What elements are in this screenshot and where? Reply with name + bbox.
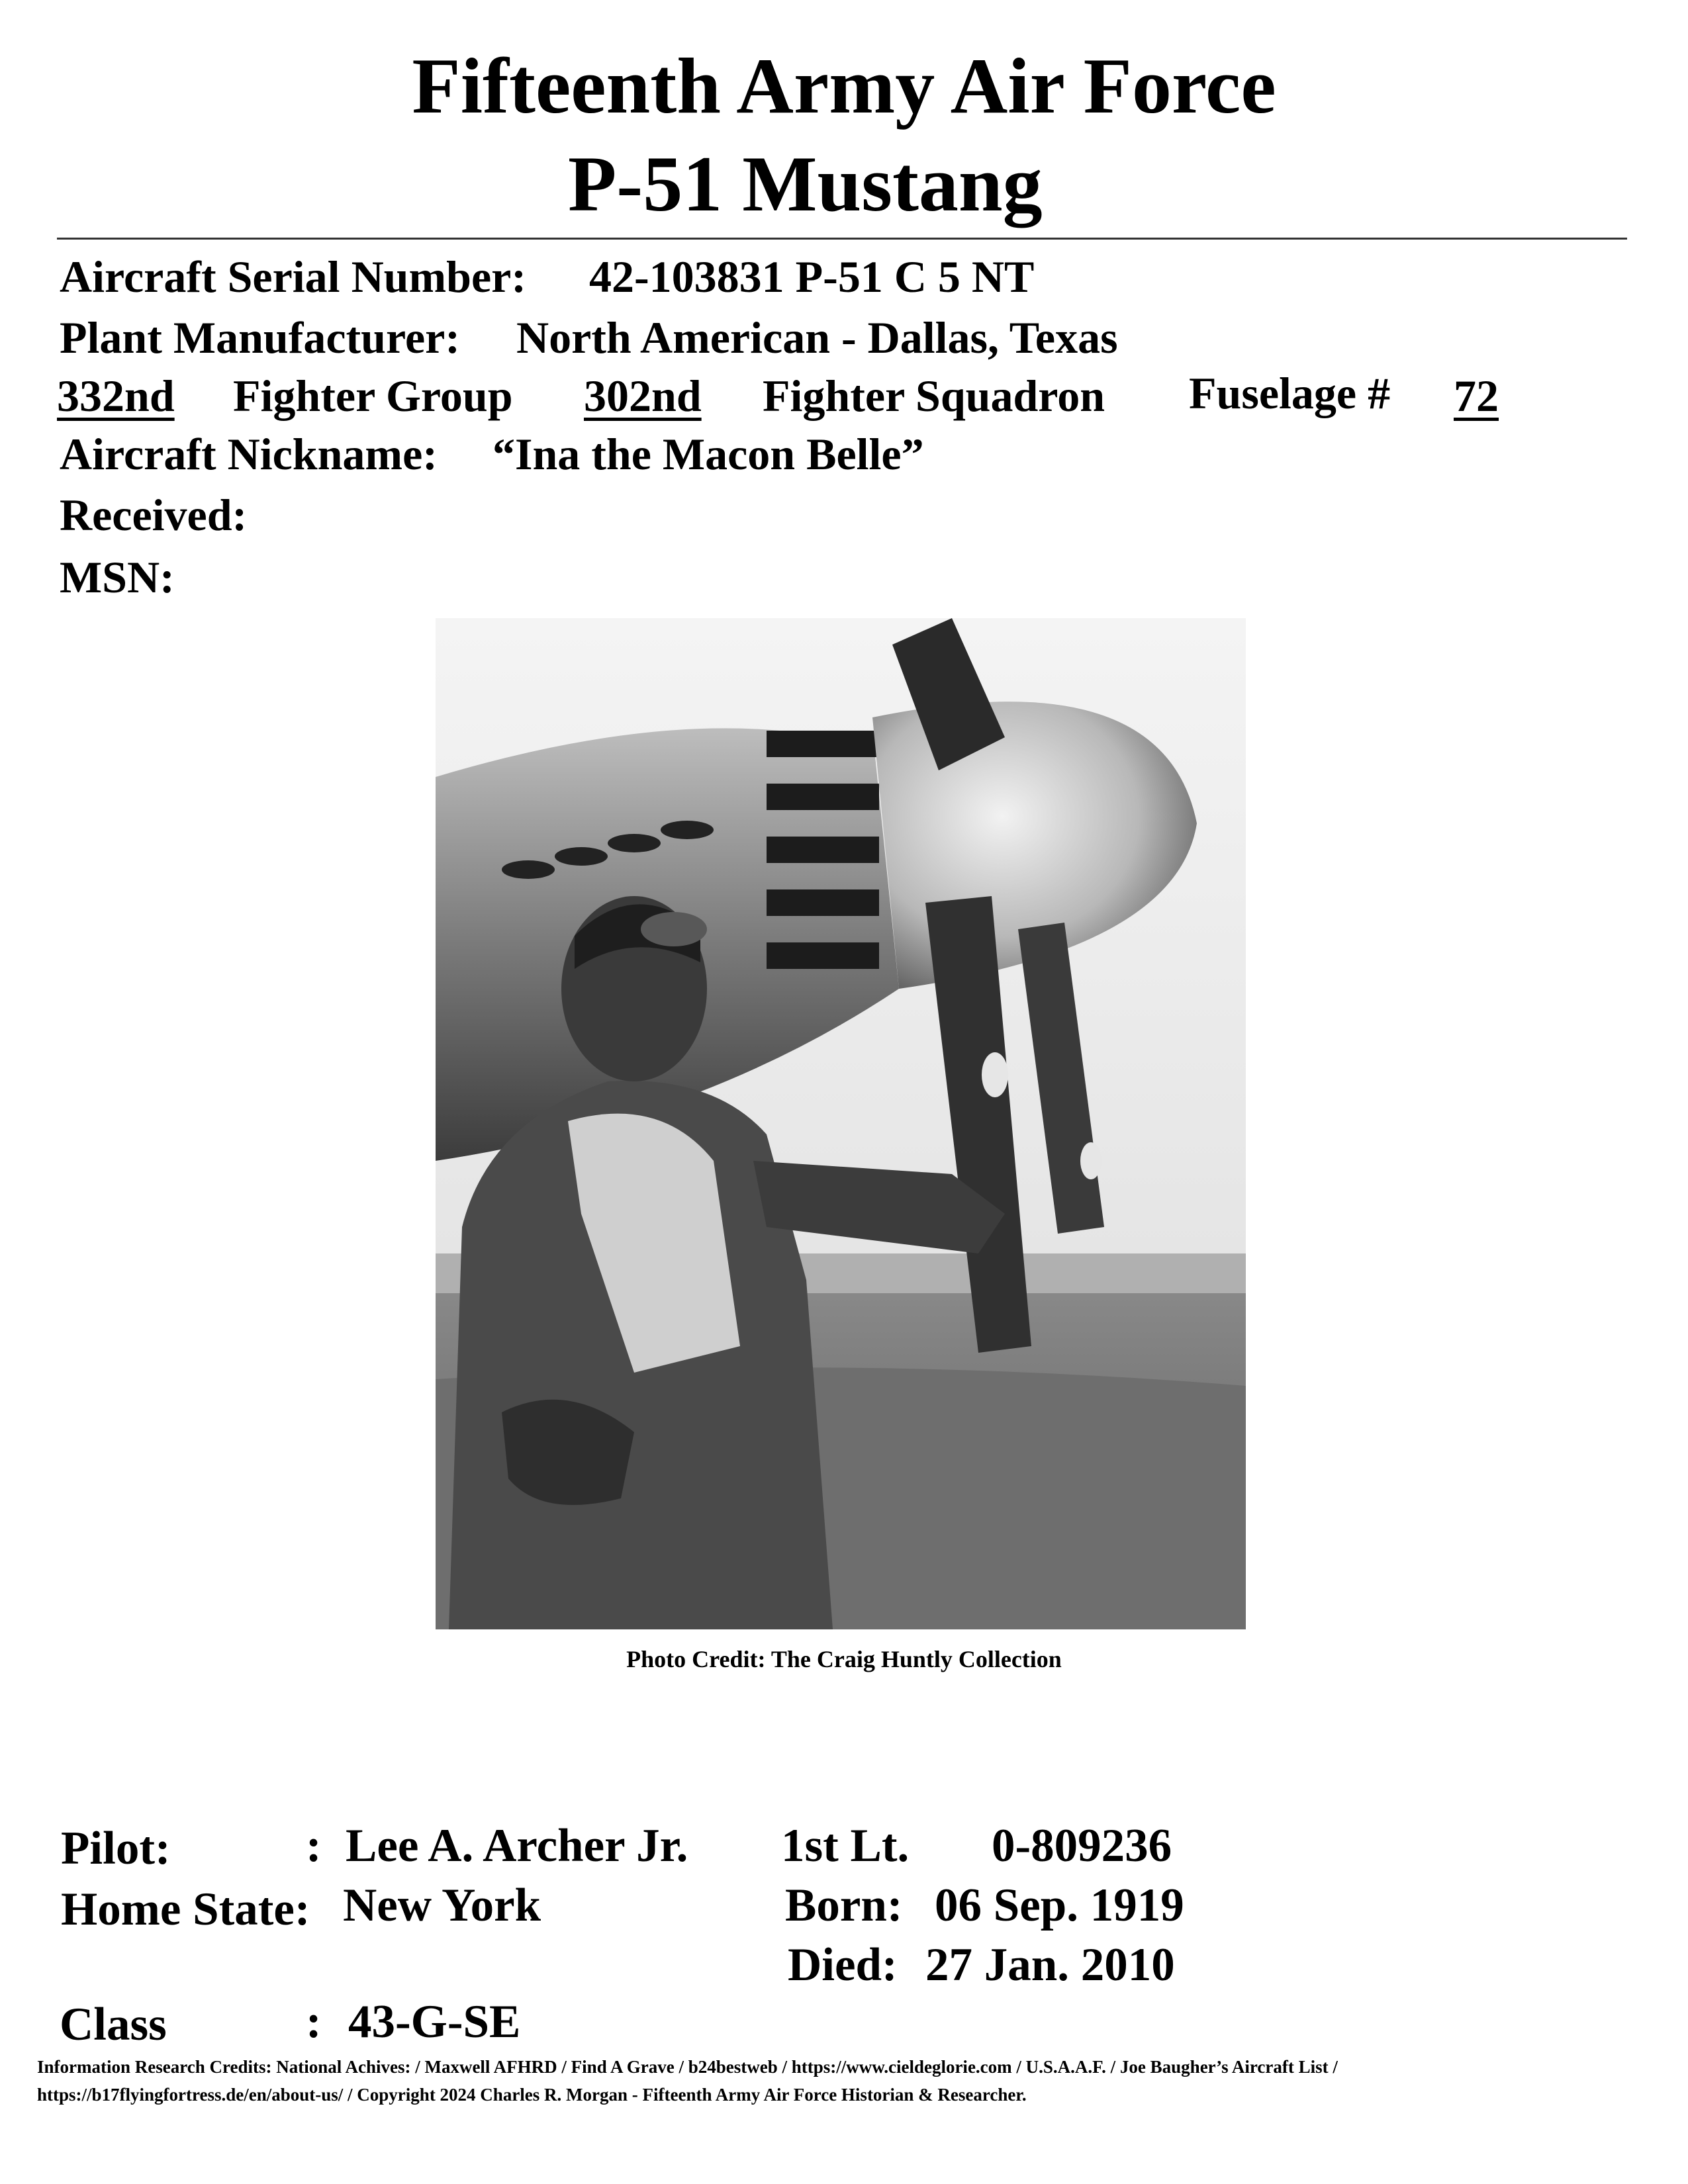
photo-credit: Photo Credit: The Craig Huntly Collection [626, 1646, 1062, 1672]
page-title: Fifteenth Army Air Force [412, 42, 1276, 130]
page-subtitle: P-51 Mustang [568, 140, 1043, 228]
received-label: Received: [60, 490, 248, 540]
plant-value: North American - Dallas, Texas [516, 312, 1118, 363]
footer-credits-line1: Information Research Credits: National Achives: / Maxwell AFHRD / Find A Grave / b24bestweb / https://www.cieldeglorie.com / U.S.A.A.F. / Joe Baugher’s Aircraft List / [37, 2057, 1338, 2077]
footer-credits-line2: https://b17flyingfortress.de/en/about-us/ / Copyright 2024 Charles R. Morgan - Fifteenth Army Air Force Historian & Researcher. [37, 2085, 1027, 2105]
group-label: Fighter Group [233, 371, 513, 421]
born-label: Born: [785, 1880, 903, 1931]
plant-label: Plant Manufacturer: [60, 312, 460, 363]
pilot-name: Lee A. Archer Jr. [346, 1820, 688, 1872]
class-colon: : [306, 1996, 322, 2048]
died-label: Died: [788, 1939, 898, 1991]
squadron-label: Fighter Squadron [763, 371, 1105, 421]
squadron-value: 302nd [584, 371, 702, 421]
born-value: 06 Sep. 1919 [935, 1880, 1184, 1931]
home-state-value: New York [343, 1880, 541, 1931]
service-number: 0-809236 [992, 1820, 1172, 1872]
home-state-label: Home State: [61, 1884, 310, 1935]
header-divider [57, 238, 1627, 240]
pilot-label: Pilot: [61, 1823, 171, 1874]
class-label: Class [60, 1999, 167, 2050]
pilot-photo [436, 618, 1246, 1629]
pilot-colon: : [306, 1820, 322, 1872]
nickname-label: Aircraft Nickname: [60, 429, 438, 479]
fuselage-label: Fuselage # [1189, 368, 1391, 418]
msn-label: MSN: [60, 552, 175, 602]
pilot-rank: 1st Lt. [781, 1820, 910, 1872]
group-value: 332nd [57, 371, 175, 421]
serial-value: 42-103831 P-51 C 5 NT [589, 251, 1035, 302]
nickname-value: “Ina the Macon Belle” [492, 429, 924, 479]
died-value: 27 Jan. 2010 [925, 1939, 1175, 1991]
fuselage-value: 72 [1454, 371, 1499, 421]
serial-label: Aircraft Serial Number: [60, 251, 526, 302]
class-value: 43-G-SE [348, 1996, 521, 2048]
